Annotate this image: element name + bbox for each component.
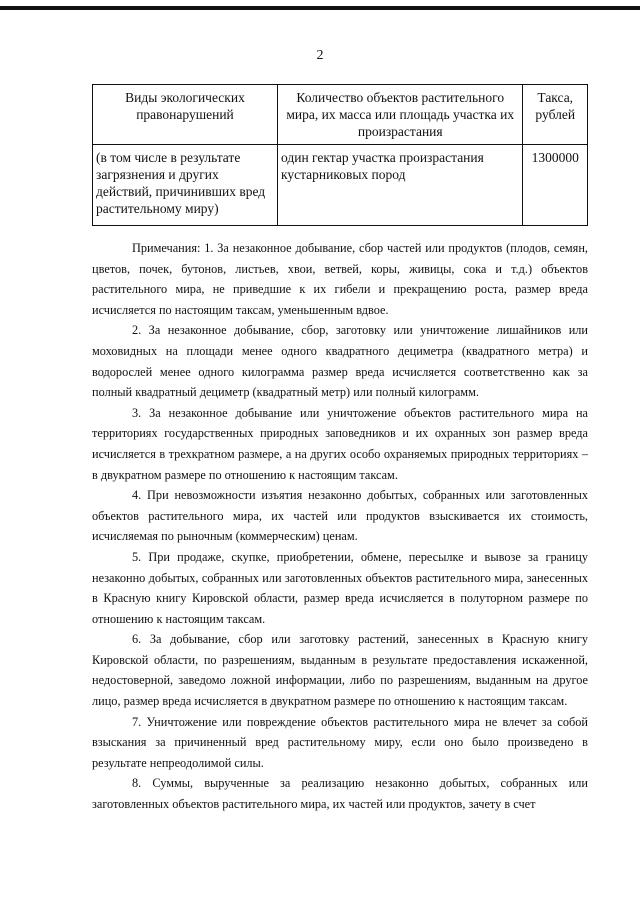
cell-quantity: один гектар участка произрастания кустарниковых пород bbox=[278, 145, 523, 226]
cell-tax: 1300000 bbox=[523, 145, 588, 226]
note-paragraph-3: 3. За незаконное добывание или уничтожение объектов растительного мира на территориях государственных природных заповедников и их охранных зон размер вреда исчисляется в трехкратном размере, а на других особо охраняемых природных территориях – в двукратном размере по отношению к настоящим таксам. bbox=[92, 405, 588, 482]
note-paragraph-6: 6. За добывание, сбор или заготовку растений, занесенных в Красную книгу Кировской области, по разрешениям, выданным в результате предоставления искаженной, недостоверной, заведомо ложной информации, либо по разрешениям, выданным на другое лицо, размер вреда исчисляется в двукратном размере по отношению к настоящим таксам. bbox=[92, 632, 588, 709]
cell-violation: (в том числе в результате загрязнения и других действий, причинивших вред растительному миру) bbox=[93, 145, 278, 226]
note-paragraph-8: 8. Суммы, вырученные за реализацию незаконно добытых, собранных или заготовленных объектов растительного мира, их частей или продуктов, зачету в счет bbox=[92, 776, 588, 812]
note-paragraph-7: 7. Уничтожение или повреждение объектов растительного мира не влечет за собой взыскания за причиненный вред растительному миру, если оно было произведено в результате непреодолимой силы. bbox=[92, 714, 588, 770]
table-row bbox=[93, 145, 588, 226]
page-number: 2 bbox=[316, 48, 324, 63]
top-border-rule bbox=[0, 6, 640, 10]
tax-rates-table bbox=[92, 84, 588, 226]
header-object-quantity: Количество объектов растительного мира, их масса или площадь участка их произрастания bbox=[278, 85, 523, 145]
note-paragraph-2: 2. За незаконное добывание, сбор, заготовку или уничтожение лишайников или моховидных на площади менее одного квадратного дециметра (квадратного метра) и водорослей менее одного килограмма размер вреда исчисляется соответственно как за полный квадратный дециметр (квадратный метр) или полный килограмм. bbox=[92, 323, 588, 400]
note-paragraph-4: 4. При невозможности изъятия незаконно добытых, собранных или заготовленных объектов растительного мира, их частей или продуктов взыскивается их стоимость, исчисляемая по рыночным (коммерческим) ценам. bbox=[92, 488, 588, 544]
notes-section bbox=[92, 238, 588, 815]
note-paragraph-5: 5. При продаже, скупке, приобретении, обмене, пересылке и вывозе за границу незаконно добытых, собранных или заготовленных объектов растительного мира, занесенных в Красную книгу Кировской области, размер вреда исчисляется в полуторном размере по отношению к настоящим таксам. bbox=[92, 549, 588, 626]
header-violation-types: Виды экологических правонарушений bbox=[93, 85, 278, 145]
note-paragraph-1: Примечания: 1. За незаконное добывание, сбор частей или продуктов (плодов, семян, цветов, почек, бутонов, листьев, хвои, ветвей, коры, живицы, сока и т.д.) объектов растительного мира, не приведшие к их гибели и прекращению роста, размер вреда исчисляется по настоящим таксам, уменьшенным вдвое. bbox=[92, 241, 588, 317]
table-header-row bbox=[93, 85, 588, 145]
header-tax-rubles: Такса, рублей bbox=[523, 85, 588, 145]
